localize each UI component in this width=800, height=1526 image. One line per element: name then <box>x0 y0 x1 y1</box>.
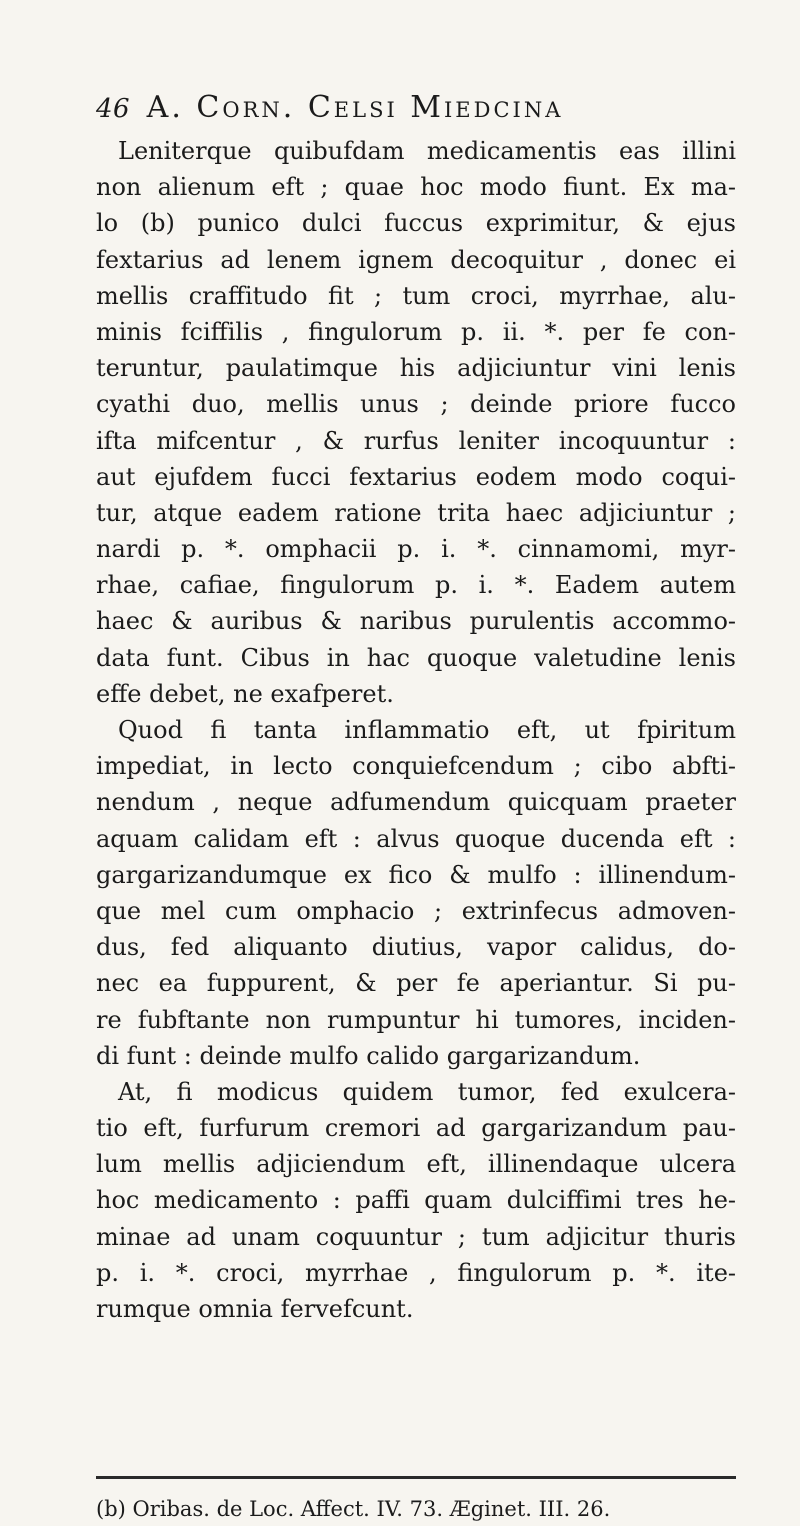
text-line: gargarizandumque ex fico & mulfo : illinendum- <box>96 860 736 889</box>
running-title: A. Corn. Celsi Miedcina <box>146 90 564 125</box>
text-line: impediat, in lecto conquiefcendum ; cibo abfti- <box>96 752 736 781</box>
text-line: tur, atque eadem ratione trita haec adjiciuntur ; <box>96 498 736 527</box>
text-line: effe debet, ne exafperet. <box>96 679 394 708</box>
text-line: lo (b) punico dulci fuccus exprimitur, & ejus <box>96 209 736 238</box>
text-line: nec ea fuppurent, & per fe aperiantur. Si pu- <box>96 969 736 998</box>
text-line: ifta mifcentur , & rurfus leniter incoquuntur : <box>96 426 736 455</box>
text-line: haec & auribus & naribus purulentis accommo- <box>96 607 736 636</box>
text-line: data funt. Cibus in hac quoque valetudine lenis <box>96 643 736 672</box>
footnote-divider <box>96 1476 736 1479</box>
text-line: que mel cum omphacio ; extrinfecus admoven- <box>96 896 736 925</box>
footnote: (b) Oribas. de Loc. Affect. IV. 73. Æginet. III. 26. <box>96 1497 611 1521</box>
text-line: rhae, cafiae, fingulorum p. i. *. Eadem autem <box>96 571 736 600</box>
text-line: teruntur, paulatimque his adjiciuntur vini lenis <box>96 354 736 383</box>
text-line: minis fciffilis , fingulorum p. ii. *. per fe con- <box>96 317 736 346</box>
text-line: At, fi modicus quidem tumor, fed exulcera- <box>118 1077 736 1106</box>
body-text <box>96 133 736 1327</box>
text-line: hoc medicamento : paffi quam dulciffimi tres he- <box>96 1186 736 1215</box>
text-line: mellis craffitudo fit ; tum croci, myrrhae, alu- <box>96 281 736 310</box>
text-line: nardi p. *. omphacii p. i. *. cinnamomi, myr- <box>96 535 736 564</box>
page-number: 46 <box>96 94 131 124</box>
text-line: aut ejufdem fucci fextarius eodem modo coqui- <box>96 462 736 491</box>
text-line: fextarius ad lenem ignem decoquitur , donec ei <box>96 245 736 274</box>
page-header <box>96 86 736 129</box>
text-line: tio eft, furfurum cremori ad gargarizandum pau- <box>96 1114 736 1143</box>
text-line: di funt : deinde mulfo calido gargarizandum. <box>96 1041 641 1070</box>
text-line: re fubftante non rumpuntur hi tumores, inciden- <box>96 1005 736 1034</box>
text-line: dus, fed aliquanto diutius, vapor calidus, do- <box>96 933 736 962</box>
text-line: p. i. *. croci, myrrhae , fingulorum p. *. ite- <box>96 1258 736 1287</box>
text-line: non alienum eft ; quae hoc modo fiunt. Ex ma- <box>96 173 736 202</box>
text-line: nendum , neque adfumendum quicquam praeter <box>96 788 736 817</box>
text-line: aquam calidam eft : alvus quoque ducenda eft : <box>96 824 736 853</box>
text-line: rumque omnia fervefcunt. <box>96 1295 414 1323</box>
text-line: Leniterque quibufdam medicamentis eas illini <box>118 137 736 165</box>
text-line: cyathi duo, mellis unus ; deinde priore fucco <box>96 390 736 419</box>
text-line: minae ad unam coquuntur ; tum adjicitur thuris <box>96 1222 736 1251</box>
text-line: lum mellis adjiciendum eft, illinendaque ulcera <box>96 1150 736 1179</box>
text-line: Quod fi tanta inflammatio eft, ut fpiritum <box>118 716 736 744</box>
